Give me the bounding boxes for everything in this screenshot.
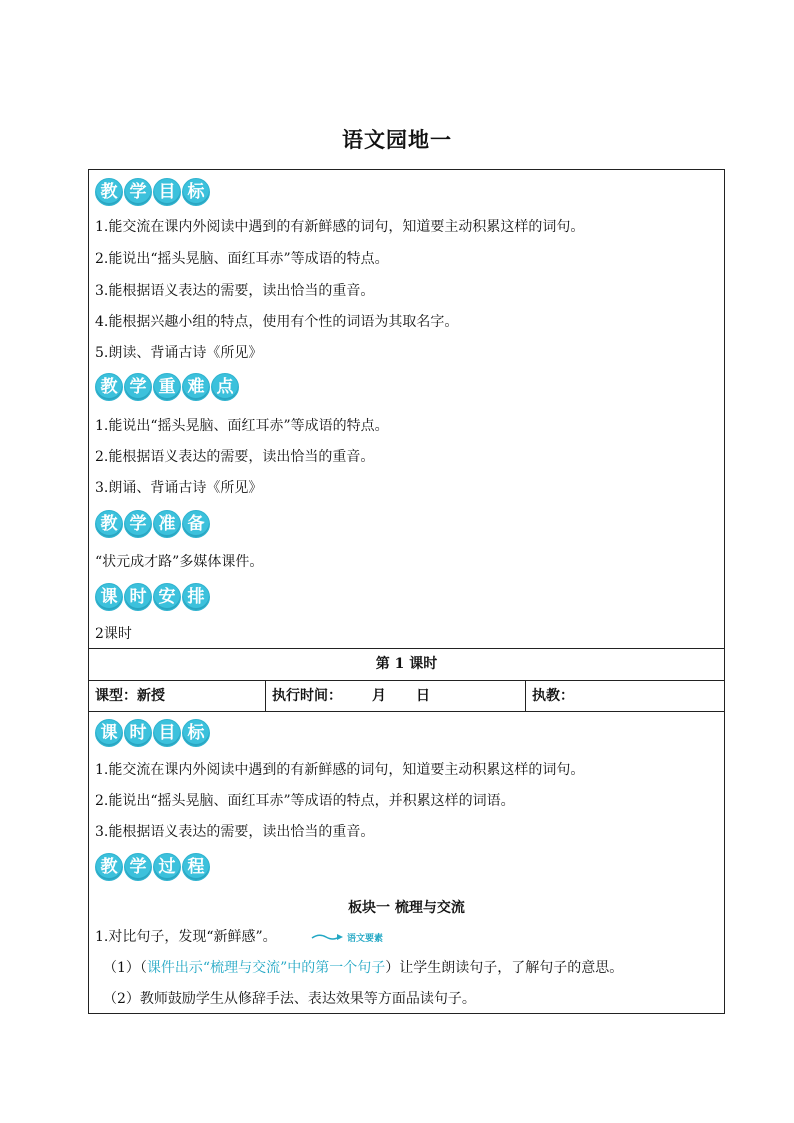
- sub-step-1-highlight: 课件出示“梳理与交流”中的第一个句子: [146, 960, 386, 976]
- objective-item: 1.能交流在课内外阅读中遇到的有新鲜感的词句，知道要主动积累这样的词句。: [95, 219, 585, 235]
- sub-step-1-suffix: ）让学生朗读句子，了解句子的意思。: [385, 960, 624, 976]
- key-point-item: 2.能根据语义表达的需要，读出恰当的重音。: [95, 449, 375, 465]
- badge-char: 教: [95, 510, 123, 538]
- step-1-tag: 语文要素: [347, 934, 384, 944]
- badge-char: 学: [124, 510, 152, 538]
- badge-char: 目: [153, 719, 181, 747]
- badge-schedule: [95, 583, 211, 613]
- lesson-goal-item: 3.能根据语义表达的需要，读出恰当的重音。: [95, 824, 375, 840]
- badge-lesson-goals: [95, 719, 211, 749]
- badge-char: 过: [153, 853, 181, 881]
- badge-char: 教: [95, 373, 123, 401]
- time-label: 执行时间：: [272, 688, 342, 704]
- overview-table: [88, 169, 725, 649]
- lesson-time: [266, 681, 526, 711]
- month-label: 月: [372, 688, 386, 704]
- key-point-item: 3.朗诵、背诵古诗《所见》: [95, 480, 263, 496]
- badge-key-points: [95, 373, 240, 403]
- arrow-icon: [311, 932, 345, 942]
- badge-char: 标: [182, 178, 210, 206]
- badge-char: 教: [95, 178, 123, 206]
- preparation-text: “状元成才路”多媒体课件。: [95, 554, 264, 570]
- key-point-item: 1.能说出“摇头晃脑、面红耳赤”等成语的特点。: [95, 418, 389, 434]
- badge-objectives: [95, 178, 211, 208]
- lesson-table: [88, 711, 725, 1014]
- badge-char: 准: [153, 510, 181, 538]
- badge-char: 程: [182, 853, 210, 881]
- sub-step-1-prefix: （1）（: [103, 960, 147, 976]
- badge-char: 标: [182, 719, 210, 747]
- badge-preparation: [95, 510, 211, 540]
- sub-step-2: （2）教师鼓励学生从修辞手法、表达效果等方面品读句子。: [103, 991, 476, 1007]
- badge-char: 教: [95, 853, 123, 881]
- objective-item: 3.能根据语义表达的需要，读出恰当的重音。: [95, 283, 375, 299]
- badge-char: 目: [153, 178, 181, 206]
- badge-char: 难: [182, 373, 210, 401]
- badge-char: 时: [124, 719, 152, 747]
- lesson-heading: 第 1 课时: [88, 649, 725, 681]
- badge-char: 备: [182, 510, 210, 538]
- badge-char: 重: [153, 373, 181, 401]
- badge-char: 点: [211, 373, 239, 401]
- lesson-info-row: [88, 681, 725, 712]
- section-title: 板块一 梳理与交流: [348, 900, 465, 916]
- objective-item: 4.能根据兴趣小组的特点，使用有个性的词语为其取名字。: [95, 314, 459, 330]
- lesson-teacher: 执教：: [532, 688, 574, 704]
- sub-step-1: [103, 959, 623, 977]
- objective-item: 2.能说出“摇头晃脑、面红耳赤”等成语的特点。: [95, 251, 389, 267]
- badge-char: 学: [124, 373, 152, 401]
- objective-item: 5.朗读、背诵古诗《所见》: [95, 345, 263, 361]
- step-1: 1.对比句子，发现“新鲜感”。: [95, 929, 277, 945]
- lesson-goal-item: 1.能交流在课内外阅读中遇到的有新鲜感的词句，知道要主动积累这样的词句。: [95, 762, 585, 778]
- badge-char: 课: [95, 719, 123, 747]
- badge-char: 安: [153, 583, 181, 611]
- badge-char: 排: [182, 583, 210, 611]
- lesson-type: 课型：新授: [89, 681, 266, 711]
- schedule-text: 2课时: [95, 626, 132, 642]
- badge-char: 学: [124, 853, 152, 881]
- badge-char: 课: [95, 583, 123, 611]
- badge-char: 学: [124, 178, 152, 206]
- badge-char: 时: [124, 583, 152, 611]
- badge-process: [95, 853, 211, 883]
- day-label: 日: [416, 688, 430, 704]
- page-title: 语文园地一: [342, 127, 452, 152]
- lesson-goal-item: 2.能说出“摇头晃脑、面红耳赤”等成语的特点，并积累这样的词语。: [95, 793, 515, 809]
